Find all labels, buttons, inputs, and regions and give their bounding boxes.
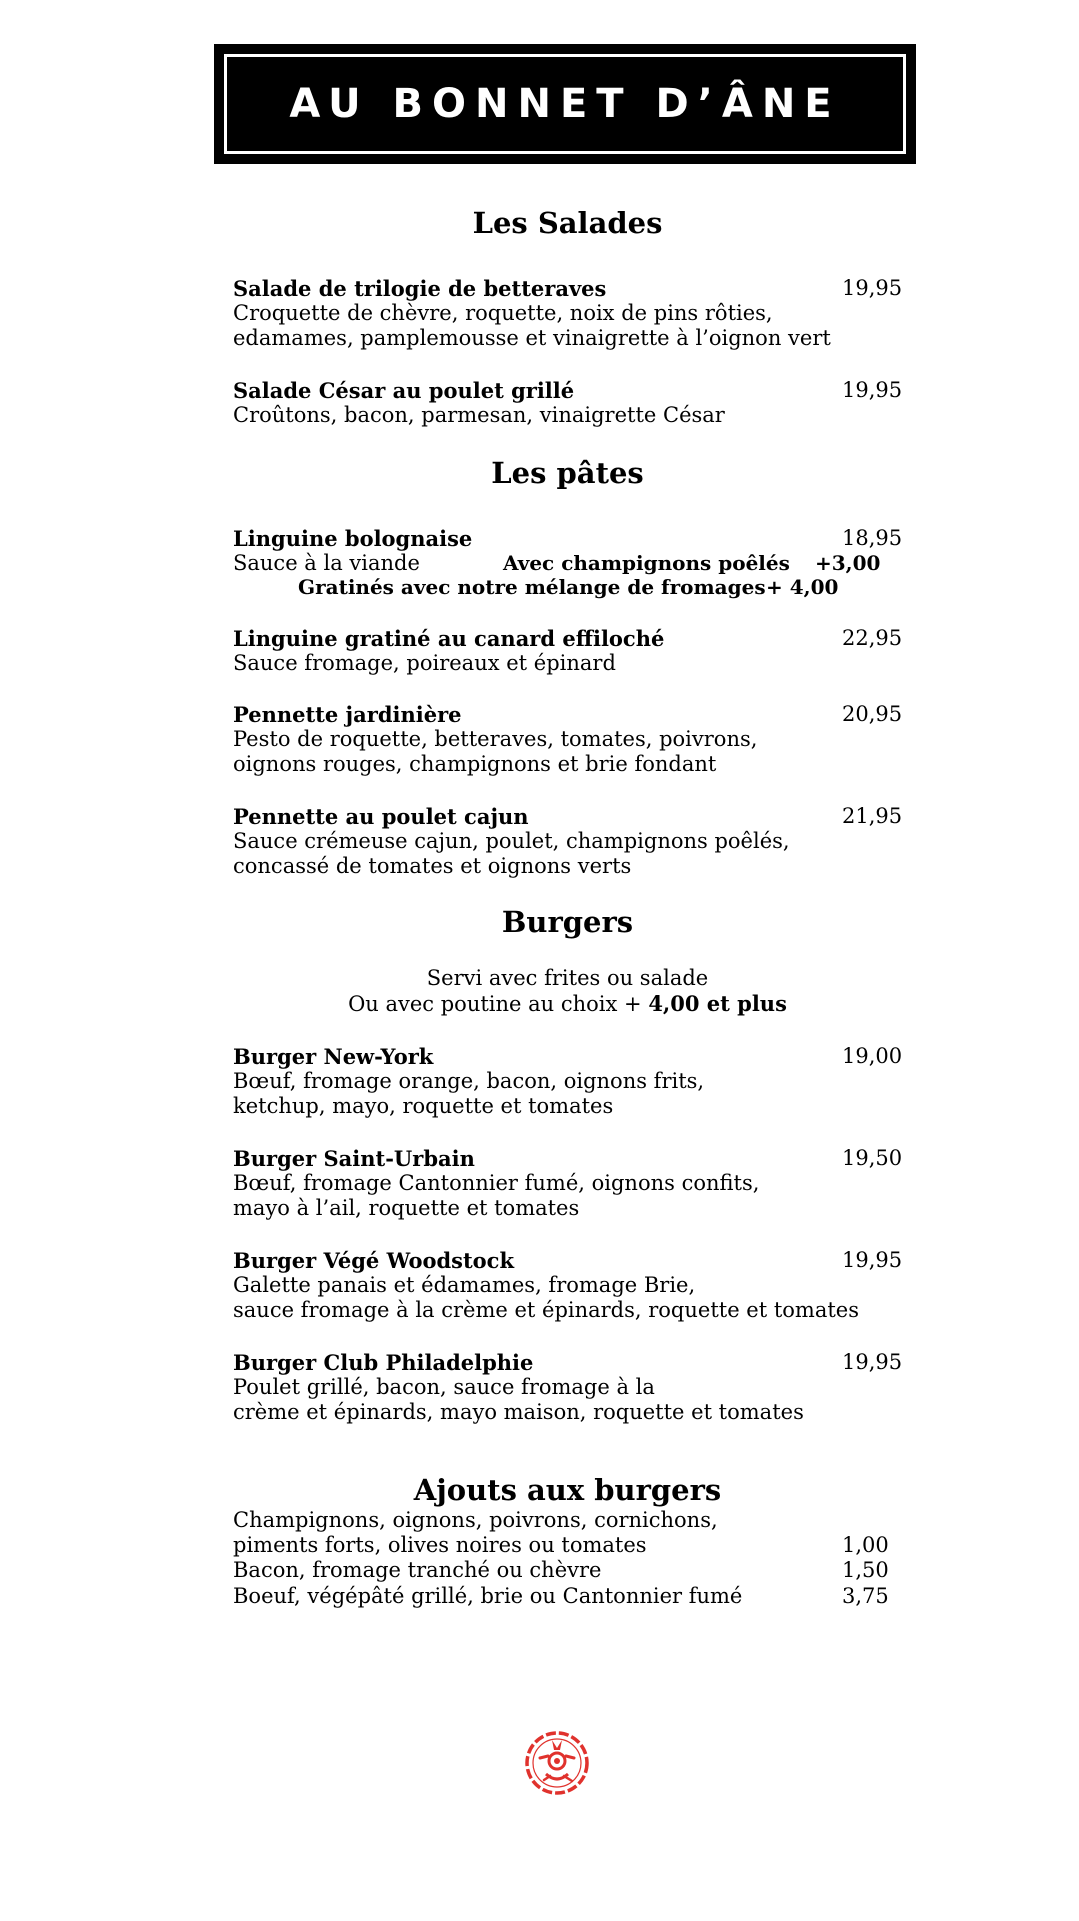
menu-item-desc: Croquette de chèvre, roquette, noix de pins rôties, bbox=[233, 301, 773, 325]
burgers-note: Servi avec frites ou salade bbox=[426, 966, 709, 990]
menu-item-desc: crème et épinards, mayo maison, roquette et tomates bbox=[233, 1400, 804, 1424]
menu-item-name: Pennette au poulet cajun bbox=[233, 804, 529, 829]
menu-item-desc: mayo à l’ail, roquette et tomates bbox=[233, 1196, 580, 1220]
menu-item-desc: sauce fromage à la crème et épinards, roquette et tomates bbox=[233, 1298, 860, 1322]
header-banner bbox=[214, 44, 916, 164]
menu-item-desc: ketchup, mayo, roquette et tomates bbox=[233, 1094, 614, 1118]
header-banner-frame bbox=[224, 54, 906, 154]
menu-item-name: Pennette jardinière bbox=[233, 702, 462, 727]
menu-item-price: 19,00 bbox=[842, 1044, 903, 1068]
menu-item-name: Salade de trilogie de betteraves bbox=[233, 276, 607, 301]
menu-item-price: 19,50 bbox=[842, 1146, 903, 1170]
menu-item-desc: Sauce à la viande bbox=[233, 551, 420, 575]
menu-item-desc: Poulet grillé, bacon, sauce fromage à la bbox=[233, 1375, 655, 1399]
menu-item-desc: oignons rouges, champignons et brie fondant bbox=[233, 752, 717, 776]
section-heading-burgers: Burgers bbox=[501, 905, 634, 939]
menu-item-price: 20,95 bbox=[842, 702, 903, 726]
restaurant-title: AU BONNET D’ÂNE bbox=[289, 81, 841, 127]
menu-item-name: Burger New-York bbox=[233, 1044, 434, 1069]
menu-item-price: 21,95 bbox=[842, 804, 903, 828]
addon-price: 1,00 bbox=[842, 1533, 889, 1557]
menu-item-desc: Sauce crémeuse cajun, poulet, champignons poêlés, bbox=[233, 829, 790, 853]
menu-item-name: Burger Végé Woodstock bbox=[233, 1248, 515, 1273]
menu-item-price: 22,95 bbox=[842, 626, 903, 650]
section-heading-pates: Les pâtes bbox=[491, 456, 644, 490]
menu-item-option: Gratinés avec notre mélange de fromages bbox=[298, 575, 766, 599]
menu-item-desc: Galette panais et édamames, fromage Brie, bbox=[233, 1273, 696, 1297]
menu-item-price: 19,95 bbox=[842, 1248, 903, 1272]
menu-item-desc: Sauce fromage, poireaux et épinard bbox=[233, 651, 616, 675]
donkey-stamp-icon bbox=[522, 1728, 592, 1798]
menu-item-name: Salade César au poulet grillé bbox=[233, 378, 575, 403]
addon-line: Boeuf, végépâté grillé, brie ou Cantonnier fumé bbox=[233, 1584, 743, 1608]
menu-item-desc: Pesto de roquette, betteraves, tomates, poivrons, bbox=[233, 727, 758, 751]
menu-item-price: 19,95 bbox=[842, 276, 903, 300]
addon-price: 1,50 bbox=[842, 1558, 889, 1582]
menu-item-option-price: +3,00 bbox=[815, 551, 881, 575]
section-heading-salades: Les Salades bbox=[472, 206, 663, 240]
burgers-note-text: Ou avec poutine au choix + bbox=[348, 992, 642, 1016]
menu-item-option-price: + 4,00 bbox=[766, 575, 839, 599]
addon-line: Champignons, oignons, poivrons, cornichons, bbox=[233, 1508, 718, 1532]
menu-item-price: 19,95 bbox=[842, 1350, 903, 1374]
menu-item-name: Linguine bolognaise bbox=[233, 526, 473, 551]
menu-item-desc: concassé de tomates et oignons verts bbox=[233, 854, 632, 878]
menu-item-option: Avec champignons poêlés bbox=[503, 551, 790, 575]
burgers-note-price: 4,00 et plus bbox=[648, 991, 787, 1016]
menu-item-desc: Bœuf, fromage Cantonnier fumé, oignons confits, bbox=[233, 1171, 760, 1195]
menu-item-name: Burger Saint-Urbain bbox=[233, 1146, 475, 1171]
addon-line: Bacon, fromage tranché ou chèvre bbox=[233, 1558, 602, 1582]
menu-item-desc: Bœuf, fromage orange, bacon, oignons frits, bbox=[233, 1069, 705, 1093]
section-heading-ajouts: Ajouts aux burgers bbox=[413, 1473, 722, 1507]
menu-item-name: Burger Club Philadelphie bbox=[233, 1350, 534, 1375]
menu-item-desc: Croûtons, bacon, parmesan, vinaigrette César bbox=[233, 403, 725, 427]
menu-item-name: Linguine gratiné au canard effiloché bbox=[233, 626, 665, 651]
menu-item-price: 18,95 bbox=[842, 526, 903, 550]
burgers-note-poutine bbox=[0, 991, 1079, 1017]
addon-line: piments forts, olives noires ou tomates bbox=[233, 1533, 647, 1557]
addon-price: 3,75 bbox=[842, 1584, 889, 1608]
menu-item-price: 19,95 bbox=[842, 378, 903, 402]
menu-item-desc: edamames, pamplemousse et vinaigrette à l’oignon vert bbox=[233, 326, 831, 350]
